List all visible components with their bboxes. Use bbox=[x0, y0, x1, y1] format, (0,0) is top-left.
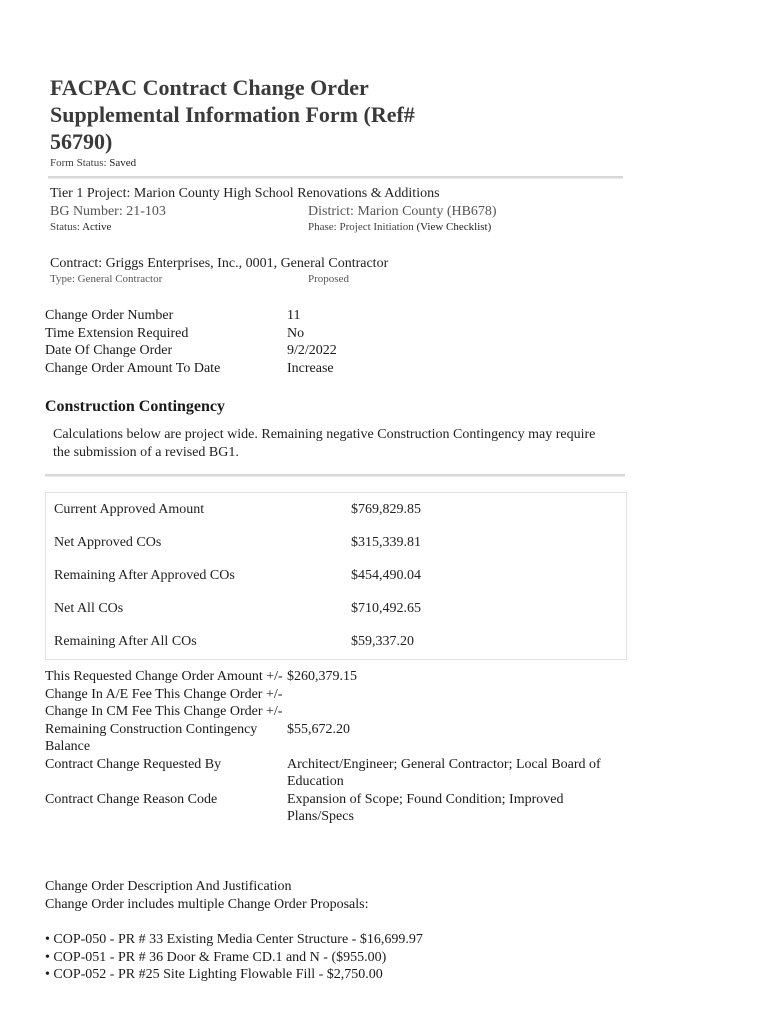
summary-table bbox=[45, 307, 337, 377]
summary-value: 11 bbox=[287, 308, 301, 323]
form-status bbox=[50, 157, 136, 169]
detail-value bbox=[287, 703, 632, 721]
form-status-label: Form Status: bbox=[50, 157, 107, 169]
detail-label: Change In CM Fee This Change Order +/- bbox=[45, 704, 283, 719]
table-row bbox=[45, 791, 632, 826]
district: District: Marion County (HB678) bbox=[308, 204, 497, 219]
contract-state: Proposed bbox=[308, 273, 349, 285]
detail-value: $260,379.15 bbox=[287, 669, 357, 684]
view-checklist-link[interactable]: (View Checklist) bbox=[416, 221, 492, 233]
contingency-label: Remaining After Approved COs bbox=[54, 568, 235, 583]
phase-label: Phase: bbox=[308, 221, 337, 233]
table-row bbox=[45, 307, 337, 325]
summary-label: Time Extension Required bbox=[45, 325, 189, 341]
divider bbox=[45, 474, 625, 477]
table-row bbox=[45, 686, 632, 704]
project-status-label: Status: bbox=[50, 221, 80, 233]
project-status-value: Active bbox=[82, 221, 112, 233]
list-item: • COP-050 - PR # 33 Existing Media Center Structure - $16,699.97 bbox=[45, 932, 423, 947]
detail-value: Architect/Engineer; General Contractor; Local Board of Education bbox=[287, 756, 601, 789]
contingency-value: $454,490.04 bbox=[351, 568, 421, 583]
contingency-label: Current Approved Amount bbox=[54, 502, 205, 517]
description-heading: Change Order Description And Justification bbox=[45, 879, 292, 894]
summary-value: No bbox=[287, 325, 305, 341]
tier-project-line: Tier 1 Project: Marion County High School Renovations & Additions bbox=[50, 186, 440, 201]
detail-label: This Requested Change Order Amount +/- bbox=[45, 669, 283, 684]
contingency-table bbox=[45, 492, 627, 660]
list-item: • COP-052 - PR #25 Site Lighting Flowable Fill - $2,750.00 bbox=[45, 967, 383, 982]
summary-label: Date Of Change Order bbox=[45, 343, 173, 358]
contingency-value: $710,492.65 bbox=[351, 601, 421, 616]
detail-label: Remaining Construction Contingency Balance bbox=[45, 721, 258, 754]
contingency-label: Remaining After All COs bbox=[54, 634, 197, 649]
table-row bbox=[45, 325, 337, 343]
table-row bbox=[45, 756, 632, 791]
contract-type: Type: General Contractor bbox=[50, 273, 163, 285]
contingency-heading: Construction Contingency bbox=[45, 398, 226, 415]
summary-value: 9/2/2022 bbox=[287, 343, 337, 358]
contingency-value: $769,829.85 bbox=[351, 502, 421, 517]
detail-value bbox=[287, 686, 632, 704]
table-row bbox=[45, 721, 632, 756]
summary-label: Change Order Number bbox=[45, 308, 174, 323]
table-row bbox=[45, 360, 337, 378]
table-row bbox=[45, 668, 632, 686]
detail-label: Contract Change Reason Code bbox=[45, 791, 218, 807]
description-list bbox=[45, 931, 423, 984]
contingency-label: Net Approved COs bbox=[54, 535, 162, 550]
contingency-note: Calculations below are project wide. Remaining negative Construction Contingency may require the submission of a revised BG1. bbox=[53, 427, 596, 460]
contingency-value: $59,337.20 bbox=[351, 634, 414, 649]
form-status-value: Saved bbox=[109, 157, 137, 169]
contingency-label: Net All COs bbox=[54, 601, 124, 616]
page-title: FACPAC Contract Change Order Supplemental Information Form (Ref# 56790) bbox=[50, 75, 415, 154]
project-status bbox=[50, 221, 111, 233]
list-item: • COP-051 - PR # 36 Door & Frame CD.1 and N - ($955.00) bbox=[45, 949, 387, 965]
divider bbox=[48, 176, 623, 179]
description-intro: Change Order includes multiple Change Order Proposals: bbox=[45, 897, 369, 912]
project-phase bbox=[308, 221, 491, 233]
detail-value: Expansion of Scope; Found Condition; Improved Plans/Specs bbox=[287, 791, 564, 824]
details-table bbox=[45, 668, 632, 826]
detail-label: Change In A/E Fee This Change Order +/- bbox=[45, 686, 283, 702]
detail-value: $55,672.20 bbox=[287, 721, 350, 737]
phase-value: Project Initiation bbox=[339, 221, 414, 233]
detail-label: Contract Change Requested By bbox=[45, 756, 222, 772]
bg-number: BG Number: 21-103 bbox=[50, 204, 166, 219]
contingency-value: $315,339.81 bbox=[351, 535, 421, 550]
summary-value: Increase bbox=[287, 360, 334, 376]
table-row bbox=[45, 342, 337, 360]
contract-line: Contract: Griggs Enterprises, Inc., 0001, General Contractor bbox=[50, 256, 389, 271]
table-row bbox=[45, 703, 632, 721]
summary-label: Change Order Amount To Date bbox=[45, 360, 221, 376]
